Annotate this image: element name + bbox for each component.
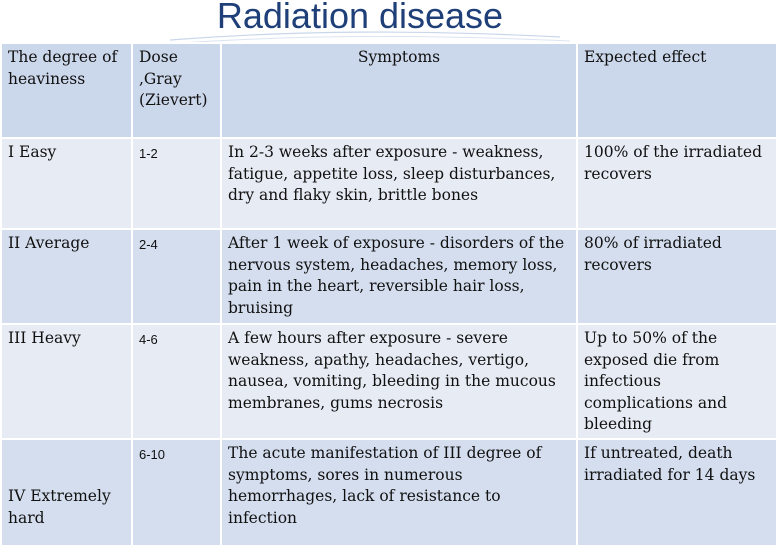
header-symptoms-label: Symptoms — [357, 48, 441, 66]
dose-cell — [132, 229, 221, 324]
header-dose: Dose ,Gray (Zievert) — [132, 43, 221, 138]
table-row — [1, 324, 777, 439]
dose-value: 6-10 — [139, 447, 166, 462]
page-title: Radiation disease — [216, 0, 504, 36]
symptoms-cell: In 2-3 weeks after exposure - weakness, fatigue, appetite loss, sleep disturbances, dry and flaky skin, brittle bones — [221, 138, 577, 229]
table-header-row — [1, 43, 777, 138]
degree-cell: III Heavy — [1, 324, 132, 439]
dose-cell — [132, 324, 221, 439]
header-symptoms — [221, 43, 577, 138]
table-row — [1, 229, 777, 324]
header-degree: The degree of heaviness — [1, 43, 132, 138]
effect-cell: Up to 50% of the exposed die from infectious complications and bleeding — [577, 324, 777, 439]
degree-cell: I Easy — [1, 138, 132, 229]
radiation-disease-table — [0, 42, 778, 547]
symptoms-cell: A few hours after exposure - severe weakness, apathy, headaches, vertigo, nausea, vomiting, bleeding in the mucous membranes, gums necrosis — [221, 324, 577, 439]
degree-cell: II Average — [1, 229, 132, 324]
symptoms-cell: The acute manifestation of III degree of symptoms, sores in numerous hemorrhages, lack of resistance to infection — [221, 439, 577, 546]
table-row — [1, 439, 777, 546]
effect-cell: 100% of the irradiated recovers — [577, 138, 777, 229]
dose-cell — [132, 138, 221, 229]
degree-value: IV Extremely hard — [8, 487, 111, 527]
dose-value: 1-2 — [139, 146, 158, 161]
symptoms-cell: After 1 week of exposure - disorders of the nervous system, headaches, memory loss, pain in the heart, reversible hair loss, bruising — [221, 229, 577, 324]
dose-cell — [132, 439, 221, 546]
effect-cell: 80% of irradiated recovers — [577, 229, 777, 324]
dose-value: 4-6 — [139, 332, 158, 347]
header-effect: Expected effect — [577, 43, 777, 138]
table-row — [1, 138, 777, 229]
degree-cell — [1, 439, 132, 546]
dose-value: 2-4 — [139, 237, 158, 252]
effect-cell: If untreated, death irradiated for 14 days — [577, 439, 777, 546]
